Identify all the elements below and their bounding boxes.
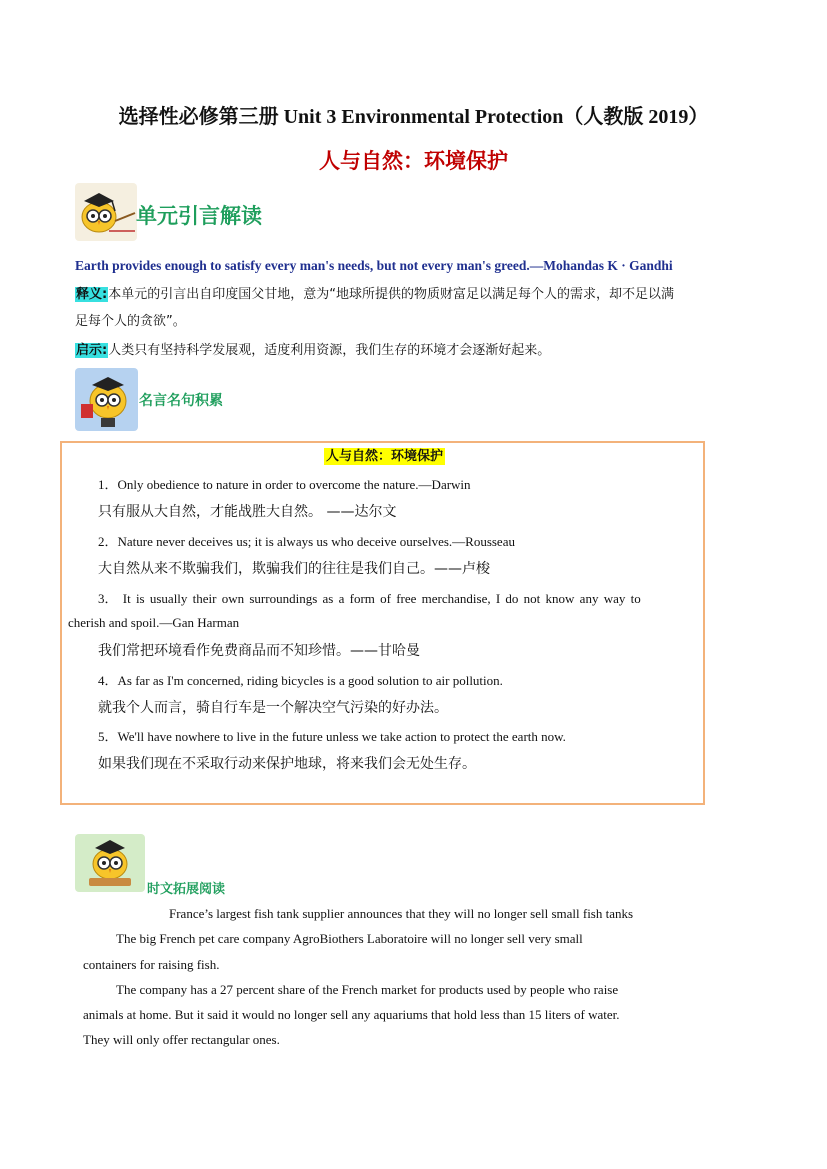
quote-4-zh: 就我个人而言，骑自行车是一个解决空气污染的好办法。: [98, 700, 448, 716]
article-p2-line-1: The company has a 27 percent share of the French market for products used by people who raise: [116, 982, 619, 997]
quote-3-zh: 我们常把环境看作免费商品而不知珍惜。——甘哈曼: [98, 643, 420, 659]
explanation-label: 释义:: [76, 287, 108, 302]
section-heading-quotes: 名言名句积累: [139, 393, 223, 409]
quotes-box-title: [62, 445, 707, 465]
owl-mascot-icon: [75, 183, 137, 241]
quote-5-zh: 如果我们现在不采取行动来保护地球，将来我们会无处生存。: [98, 756, 476, 772]
section-heading-reading: 时文拓展阅读: [147, 882, 226, 897]
insight-paragraph: [75, 337, 755, 364]
insight-text: 人类只有坚持科学发展观，适度利用资源，我们生存的环境才会逐渐好起来。: [108, 343, 551, 358]
section-heading-unit-intro: 单元引言解读: [136, 204, 262, 228]
article-p2-line-3: They will only offer rectangular ones.: [83, 1032, 280, 1047]
quote-4-en: 4．As far as I'm concerned, riding bicycles is a good solution to air pollution.: [98, 673, 503, 688]
explanation-paragraph: [75, 281, 755, 335]
quote-3-en-line-2: cherish and spoil.—Gan Harman: [68, 615, 240, 630]
quote-1-zh: 只有服从大自然，才能战胜大自然。 ——达尔文: [98, 504, 397, 520]
quote-3-en-line-1: 3． It is usually their own surroundings as a form of free merchandise, I do not know any way to: [98, 591, 641, 606]
gandhi-quote: Earth provides enough to satisfy every man's needs, but not every man's greed.—Mohandas K · Gandhi: [75, 258, 673, 273]
owl-news-mascot-icon: [75, 834, 145, 892]
owl-reading-mascot-icon: [75, 368, 138, 431]
document-title: 选择性必修第三册 Unit 3 Environmental Protection（人教版 2019）: [118, 106, 709, 128]
article-p2-line-2: animals at home. But it said it would no longer sell any aquariums that hold less than 15 liters of water.: [83, 1007, 620, 1022]
quote-2-zh: 大自然从来不欺骗我们，欺骗我们的往往是我们自己。——卢梭: [98, 561, 490, 577]
quotes-box: [60, 441, 705, 805]
article-p1-line-2: containers for raising fish.: [83, 957, 220, 972]
quote-2-en: 2．Nature never deceives us; it is always us who deceive ourselves.—Rousseau: [98, 534, 515, 549]
document-subtitle: 人与自然：环境保护: [319, 149, 508, 173]
explanation-line-2: 足每个人的贪欲”。: [75, 314, 186, 329]
insight-label: 启示:: [76, 343, 108, 358]
article-p1-line-1: The big French pet care company AgroBiothers Laboratoire will no longer sell very small: [116, 931, 583, 946]
quotes-box-title-text: 人与自然：环境保护: [325, 449, 443, 464]
quote-1-en: 1．Only obedience to nature in order to overcome the nature.—Darwin: [98, 477, 471, 492]
explanation-line-1: 本单元的引言出自印度国父甘地，意为“地球所提供的物质财富足以满足每个人的需求，却不足以满: [108, 287, 674, 302]
article-title: France’s largest fish tank supplier announces that they will no longer sell small fish tanks: [169, 906, 634, 921]
quote-5-en: 5．We'll have nowhere to live in the future unless we take action to protect the earth now.: [98, 729, 566, 744]
